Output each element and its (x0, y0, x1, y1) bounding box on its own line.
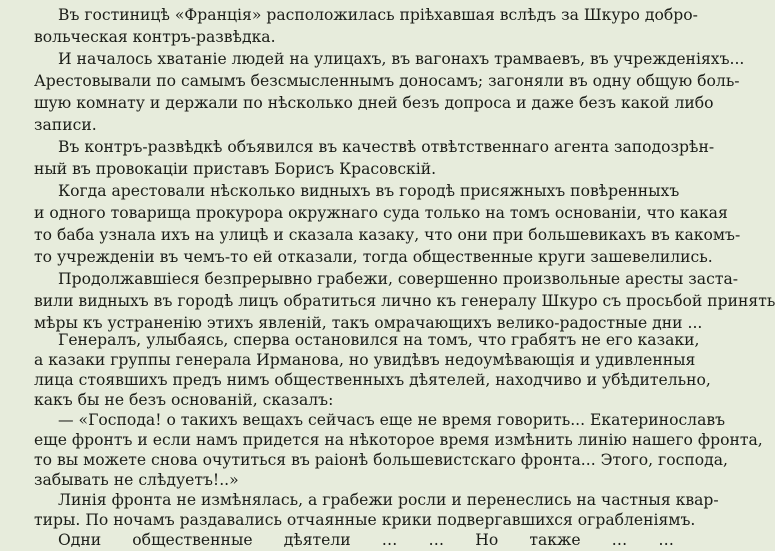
text-line-26-partial: Одни общественные дѣятели … … Но также … … (58, 531, 674, 549)
text-line-1: Въ гостиницѣ «Франція» расположилась пріѣхавшая вслѣдъ за Шкуро добро- (58, 6, 698, 24)
text-line-25: тиры. По ночамъ раздавались отчаянные крики подвергавшихся ограбленіямъ. (34, 511, 696, 529)
text-line-2: вольческая контръ-развѣдка. (34, 28, 276, 46)
text-line-10: и одного товарища прокурора окружнаго суда только на томъ основаніи, что какая (34, 204, 728, 222)
text-line-4: Арестовывали по самымъ безсмысленнымъ доносамъ; загоняли въ одну общую боль- (34, 72, 740, 90)
text-line-16: Генералъ, улыбаясь, сперва остановился на томъ, что грабятъ не его казаки, (58, 331, 700, 349)
text-line-11: то баба узнала ихъ на улицѣ и сказала казаку, что они при большевикахъ въ какомъ- (34, 226, 741, 244)
text-line-18: лица стоявшихъ предъ нимъ общественныхъ дѣятелей, находчиво и убѣдительно, (34, 371, 711, 389)
text-line-24: Линія фронта не измѣнялась, а грабежи росли и перенеслись на частныя квар- (58, 491, 719, 509)
text-line-17: а казаки группы генерала Ирманова, но увидѣвъ недоумѣвающія и удивленныя (34, 351, 696, 369)
text-line-3: И началось хватаніе людей на улицахъ, въ вагонахъ трамваевъ, въ учрежденіяхъ... (58, 50, 745, 68)
text-line-9: Когда арестовали нѣсколько видныхъ въ городѣ присяжныхъ повѣренныхъ (58, 182, 680, 200)
text-line-8: ный въ провокаціи приставъ Борисъ Красовскій. (34, 160, 437, 178)
text-line-20: — «Господа! о такихъ вещахъ сейчасъ еще не время говорить... Екатеринославъ (58, 411, 726, 429)
text-line-7: Въ контръ-развѣдкѣ объявился въ качествѣ отвѣтственнаго агента заподозрѣн- (58, 138, 715, 156)
text-line-6: записи. (34, 116, 97, 134)
text-line-13: Продолжавшіеся безпрерывно грабежи, совершенно произвольные аресты заста- (58, 270, 739, 288)
text-line-5: шую комнату и держали по нѣсколько дней безъ допроса и даже безъ какой либо (34, 94, 714, 112)
text-line-22: то вы можете снова очутиться въ раіонѣ большевистскаго фронта... Этого, господа, (34, 451, 728, 469)
text-line-14: вили видныхъ въ городѣ лицъ обратиться лично къ генералу Шкуро съ просьбой принять (34, 292, 775, 310)
text-line-21: еще фронтъ и если намъ придется на нѣкоторое время измѣнить линію нашего фронта, (34, 431, 763, 449)
text-line-19: какъ бы не безъ основаній, сказалъ: (34, 391, 334, 409)
text-line-15: мѣры къ устраненію этихъ явленій, такъ омрачающихъ велико-радостные дни ... (34, 314, 703, 332)
text-line-12: то учрежденіи въ чемъ-то ей отказали, тогда общественные круги зашевелились. (34, 248, 713, 266)
text-line-23: забывать не слѣдуетъ!..» (34, 471, 239, 489)
